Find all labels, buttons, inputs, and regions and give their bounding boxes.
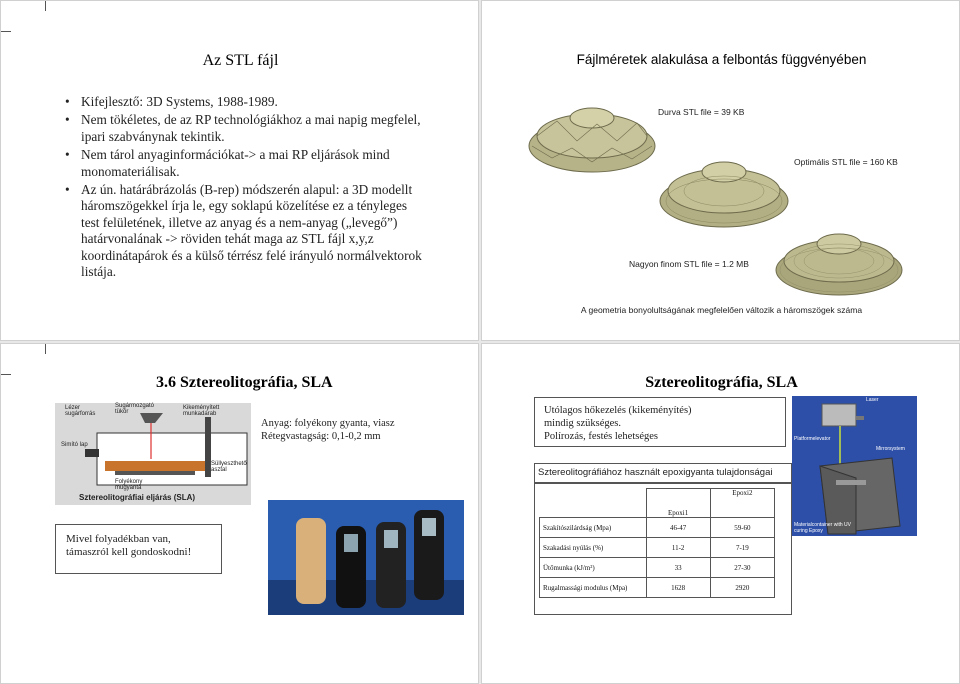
bullet-item: • Nem tökéletes, de az RP technológiákhoz a mai napig megfelel, ipari szabványnak tekintik. [65, 112, 425, 145]
sla-machine-graphic [792, 396, 917, 536]
slide-title: Az STL fájl [202, 52, 279, 69]
slide-title: Fájlméretek alakulása a felbontás függvényében [576, 52, 867, 67]
table-header-cell: Epoxi2 [710, 489, 774, 518]
table-cell: 59-60 [710, 518, 774, 538]
table-row [540, 578, 775, 598]
table-cell: Rugalmassági modulus (Mpa) [540, 578, 647, 598]
slide-title: Sztereolitográfia, SLA [645, 374, 798, 391]
label-cured: Kikeményített munkadarab [183, 405, 220, 417]
support-note: Mivel folyadékban van, támaszról kell gondoskodni! [66, 533, 192, 558]
table-header-cell: Epoxi1 [646, 489, 710, 518]
label-laser: Lézer sugárforrás [65, 405, 96, 417]
crop-mark [31, 344, 46, 354]
diagram-caption: Sztereolitográfiai eljárás (SLA) [79, 493, 196, 502]
slide-stl-file [0, 0, 479, 341]
phone-models-photo [268, 500, 464, 615]
table-cell: 7-19 [710, 538, 774, 558]
properties-table-box [534, 483, 792, 615]
label-mirror: Mirrorsystem [876, 446, 905, 452]
table-cell: 1628 [646, 578, 710, 598]
post-process-line: mindig szükséges. [544, 418, 621, 429]
label-optimal: Optimális STL file = 160 KB [794, 157, 898, 167]
label-fine: Nagyon finom STL file = 1.2 MB [629, 259, 749, 269]
slide-sla-details [481, 343, 960, 684]
stl-model-optimal [657, 149, 792, 231]
label-leveling: Simító lap [61, 442, 88, 448]
bullet-item: • Nem tárol anyaginformációkat-> a mai RP eljárások mind monomateriálisak. [65, 147, 425, 180]
table-row [540, 558, 775, 578]
post-process-line: Utólagos hőkezelés (kikeményítés) [544, 405, 692, 416]
slide-file-sizes [481, 0, 960, 341]
label-laser: Laser [866, 397, 879, 403]
table-row [540, 538, 775, 558]
table-cell: 11-2 [646, 538, 710, 558]
slide-stereolithography [0, 343, 479, 684]
bullet-list [65, 94, 425, 282]
label-coarse: Durva STL file = 39 KB [658, 107, 745, 117]
post-process-line: Polírozás, festés lehetséges [544, 431, 659, 442]
table-cell: 46-47 [646, 518, 710, 538]
sla-machine-photo [792, 396, 917, 536]
table-cell: Ütőmunka (kJ/m²) [540, 558, 647, 578]
properties-table [539, 488, 775, 598]
label-mirror: Sugármozgató tükör [115, 403, 155, 415]
table-header-row [540, 489, 775, 518]
label-vat: Materialcontainer with UV curing Epoxy [794, 522, 851, 534]
table-row [540, 518, 775, 538]
stl-model-fine [772, 223, 907, 298]
stl-model-coarse [527, 96, 657, 176]
material-line: Anyag: folyékony gyanta, viasz [261, 418, 395, 429]
crop-mark [31, 1, 46, 11]
table-cell: Szakítószilárdság (Mpa) [540, 518, 647, 538]
table-cell: 2920 [710, 578, 774, 598]
table-cell: 27-30 [710, 558, 774, 578]
note-box [55, 524, 222, 574]
crop-mark [1, 31, 11, 46]
caption: A geometria bonyolultságának megfelelően változik a háromszögek száma [580, 305, 863, 315]
table-title-box [534, 463, 792, 483]
post-process-box [534, 397, 786, 447]
table-title: Sztereolitográfiához használt epoxigyanta tulajdonságai [538, 467, 773, 478]
label-lowerable: Süllyeszthető asztal [211, 461, 247, 473]
layer-thickness-line: Rétegvastagság: 0,1-0,2 mm [261, 431, 381, 442]
table-cell: 33 [646, 558, 710, 578]
crop-mark [1, 374, 11, 389]
bullet-item: • Kifejlesztő: 3D Systems, 1988-1989. [65, 94, 425, 110]
sla-process-diagram [55, 403, 251, 505]
table-header-cell [540, 489, 647, 518]
table-cell: Szakadási nyúlás (%) [540, 538, 647, 558]
bullet-item: • Az ún. határábrázolás (B-rep) módszerén alapul: a 3D modellt háromszögekkel írja le, egy soklapú közelítése ez a tényleges test felületének, illetve az anyag és a nem-anyag („levegő”) határvonalának -> röviden tehát maga az STL fájl x,y,z koordinátapárok és a külső térrész felé irányuló normálvektorok listája. [65, 182, 425, 280]
label-platform: Platformelevator [794, 436, 831, 442]
slide-title: 3.6 Sztereolitográfia, SLA [156, 374, 333, 391]
label-resin: Folyékony műgyanta [115, 479, 143, 491]
